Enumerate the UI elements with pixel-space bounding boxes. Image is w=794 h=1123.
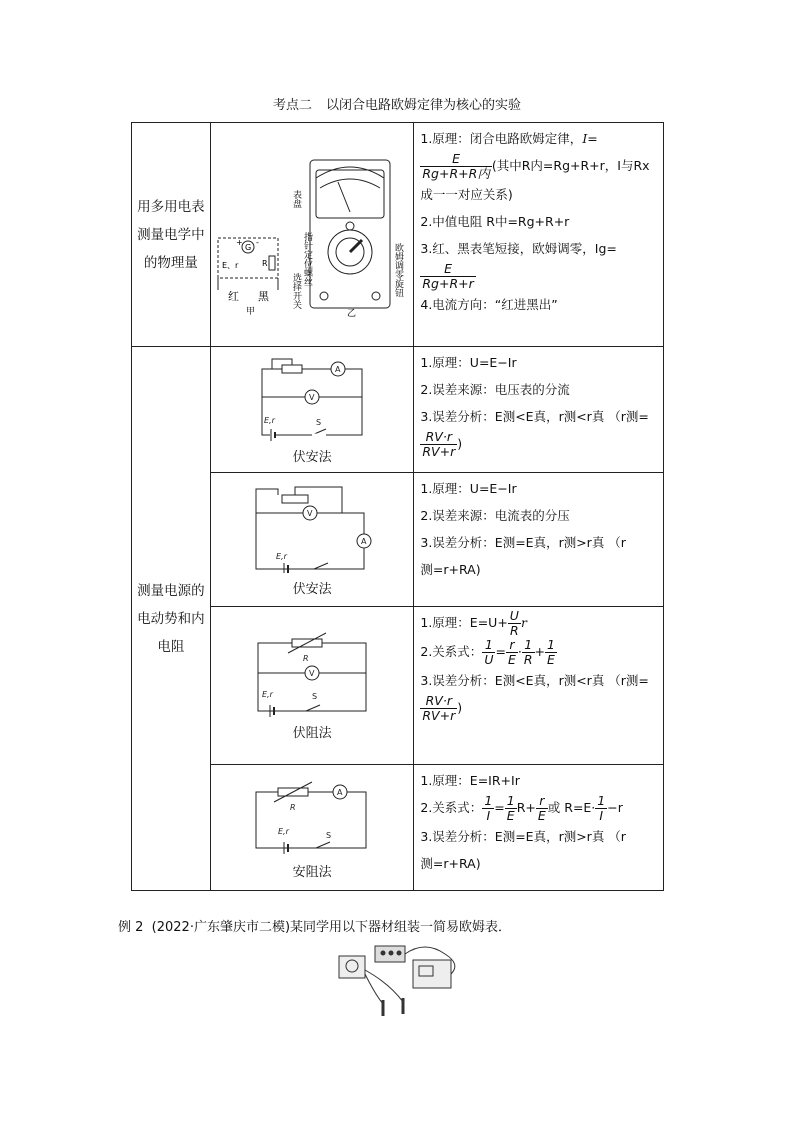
voltmeter-label: V <box>309 668 315 678</box>
red-probe-label: 红 <box>228 290 240 303</box>
fraction <box>522 638 535 667</box>
multimeter-body <box>310 160 390 308</box>
source-label: E,r <box>276 551 287 561</box>
ammeter-label: A <box>337 787 343 797</box>
example-label: 例 2 <box>118 920 144 935</box>
fraction-denominator: RV+r <box>422 444 456 459</box>
fraction-numerator: E <box>420 262 475 277</box>
experiment-table <box>131 122 664 891</box>
principle-text: 1.原理：闭合电路欧姆定律， <box>420 131 583 146</box>
heading-title: 以闭合电路欧姆定律为核心的实验 <box>326 98 522 113</box>
table-row <box>132 123 664 347</box>
fraction <box>505 794 517 823</box>
category-cell <box>132 123 211 347</box>
table-row <box>132 607 664 765</box>
fraction-denominator: E <box>506 808 515 823</box>
error-analysis-text: 测=r+RA) <box>420 562 481 577</box>
switch-label: S <box>326 830 332 840</box>
error-source-text: 2.误差来源：电压表的分流 <box>420 382 570 397</box>
current-direction-text: 4.电流方向：“红进黑出” <box>420 297 558 312</box>
fraction <box>482 638 495 667</box>
category-line: 的物理量 <box>143 254 198 271</box>
principle-text: 1.原理：E=IR+Ir <box>420 773 520 788</box>
fraction-denominator: R <box>523 652 533 667</box>
multimeter-figure-cell <box>210 123 414 347</box>
pointer-screw-label: 指针定位螺丝 <box>302 232 313 286</box>
principle-cell <box>414 123 664 347</box>
internal-resistance-formula <box>420 694 457 723</box>
principle-cell: 1.原理：E=U+ $\frac{U}{R}$ r 2.关系式： $\frac{1}{U}$ = $\frac{r}{E}$ · $\frac{1}{R}$ + $\frac{1}{E}$ 3.误差分析：E测<E真，r测<r真 （r测= $\frac{RV\cdot r}{RV+r}$ ) <box>414 607 664 765</box>
fraction-denominator: I <box>599 808 604 823</box>
note-text: (其中 <box>491 158 522 173</box>
fraction-numerator: 1 <box>506 793 515 808</box>
circuit-cell <box>210 473 414 607</box>
fraction <box>506 638 518 667</box>
ig-formula <box>420 262 475 291</box>
circuit-diagram <box>242 776 382 856</box>
source-label: E、r <box>222 261 239 270</box>
circuit-diagram <box>242 355 382 441</box>
multimeter-label-lines <box>291 189 404 318</box>
fraction-denominator: I <box>486 808 491 823</box>
rheostat-label: R <box>290 802 296 812</box>
fraction-numerator: r <box>506 638 518 653</box>
current-symbol: I <box>582 131 588 146</box>
source-label: E,r <box>278 826 289 836</box>
error-analysis-text: 3.误差分析：E测=E真，r测>r真 （r <box>420 829 626 844</box>
fraction-denominator: E <box>507 652 516 667</box>
fraction-denominator: R <box>510 623 519 638</box>
r-symbol: r <box>520 615 527 630</box>
circuit-diagram <box>242 483 382 573</box>
voltmeter-label: V <box>309 392 315 402</box>
fraction-denominator: RV+r <box>422 708 456 723</box>
ammeter-label: A <box>335 364 341 374</box>
fraction-numerator: r <box>536 794 548 809</box>
equals-sign: = <box>587 131 598 146</box>
current-formula <box>420 152 491 181</box>
fraction-numerator: 1 <box>482 638 495 653</box>
fraction-denominator: U <box>484 652 494 667</box>
category-cell <box>132 347 211 891</box>
equipment-illustration <box>335 944 465 1019</box>
rheostat-label: R <box>303 653 309 663</box>
category-line: 用多用电表 <box>137 198 205 215</box>
fraction <box>595 794 607 823</box>
fraction-numerator: 1 <box>597 793 606 808</box>
error-analysis-text: 测=r+RA) <box>420 856 481 871</box>
fraction <box>482 794 494 823</box>
u-over-r <box>508 609 521 638</box>
paren-close: ) <box>457 700 463 715</box>
voltmeter-label: V <box>307 508 313 518</box>
method-caption: 安阻法 <box>292 864 332 880</box>
fraction-numerator: 1 <box>484 793 493 808</box>
switch-label: S <box>316 417 322 427</box>
table-row <box>132 765 664 891</box>
circuit-cell <box>210 765 414 891</box>
principle-cell <box>414 347 664 473</box>
example-text: (2022·广东肇庆市二模)某同学用以下器材组装一简易欧姆表． <box>151 920 512 935</box>
relation-text: R+ <box>516 800 536 815</box>
relation-text: 2.关系式： <box>420 800 483 815</box>
relation-text: 成一一对应关系) <box>420 187 513 202</box>
fig-jia-label: 甲 <box>246 307 256 317</box>
fraction <box>545 638 557 667</box>
principle-cell <box>414 473 664 607</box>
category-line: 测量电学中 <box>137 226 205 243</box>
table-row <box>132 473 664 607</box>
circuit-cell <box>210 607 414 765</box>
median-resistance-text: 2.中值电阻 R中=Rg+R+r <box>420 214 570 229</box>
note-text: R内=Rg+R+r，I与Rx <box>521 158 650 173</box>
resistor-label: R <box>262 259 268 268</box>
principle-cell: 1.原理：E=IR+Ir 2.关系式： $\frac{1}{I}$ = $\frac{1}{E}$ R+ $\frac{r}{E}$ 或 R=E· $\frac{1}{I}$ −r 3.误差分析：E测=E真，r测>r真 （r 测=r+RA) <box>414 765 664 891</box>
category-line: 电动势和内 <box>137 610 205 627</box>
section-heading <box>0 94 794 113</box>
dial-label: 表盘 <box>291 190 302 208</box>
fraction-denominator: E <box>537 808 546 823</box>
method-caption: 伏安法 <box>292 581 332 597</box>
principle-text: 1.原理：U=E−Ir <box>420 481 517 496</box>
ohm-zero-knob-label: 欧姆调零旋钮 <box>393 243 404 297</box>
heading-index: 考点二 <box>272 98 312 113</box>
selector-switch-label: 选择开关 <box>291 273 302 309</box>
fraction-numerator: E <box>420 152 491 167</box>
fig-yi-label: 乙 <box>347 309 357 318</box>
galvanometer-label: G <box>245 243 252 252</box>
fraction-numerator: 1 <box>522 638 535 653</box>
error-source-text: 2.误差来源：电流表的分压 <box>420 508 570 523</box>
fraction <box>536 794 548 823</box>
fraction-numerator: U <box>509 608 519 623</box>
fraction-denominator: Rg+R+R内 <box>422 166 490 181</box>
error-analysis-text: 3.误差分析：E测=E真，r测>r真 （r <box>420 535 626 550</box>
fraction-denominator: E <box>547 652 555 667</box>
zero-adjust-text: 3.红、黑表笔短接，欧姆调零，Ig= <box>420 241 617 256</box>
principle-text: 1.原理：E=U+ <box>420 615 508 630</box>
multimeter-diagram <box>212 148 412 318</box>
ammeter-label: A <box>361 536 367 546</box>
method-caption: 伏阻法 <box>292 725 332 741</box>
fraction-numerator: RV·r <box>420 694 457 709</box>
relation-text: 或 R=E· <box>547 800 596 815</box>
category-line: 测量电源的 <box>137 582 205 599</box>
relation-text: −r <box>607 800 623 815</box>
category-line: 电阻 <box>157 638 185 655</box>
relation-text: 2.关系式： <box>420 644 483 659</box>
example-question <box>118 916 511 935</box>
error-analysis-text: 3.误差分析：E测<E真，r测<r真 （r测= <box>420 409 649 424</box>
source-label: E,r <box>262 689 273 699</box>
switch-label: S <box>312 691 318 701</box>
principle-text: 1.原理：U=E−Ir <box>420 355 517 370</box>
black-probe-label: 黑 <box>258 290 270 303</box>
internal-resistance-formula <box>420 430 457 459</box>
error-analysis-text: 3.误差分析：E测<E真，r测<r真 （r测= <box>420 673 649 688</box>
table-row <box>132 347 664 473</box>
fraction-numerator: RV·r <box>420 430 457 445</box>
plus-label: + <box>236 238 243 247</box>
source-label: E,r <box>264 415 275 425</box>
fraction-numerator: 1 <box>547 637 555 652</box>
circuit-cell <box>210 347 414 473</box>
method-caption: 伏安法 <box>292 449 332 465</box>
paren-close: ) <box>457 436 463 451</box>
circuit-diagram <box>242 631 382 717</box>
fraction-denominator: Rg+R+r <box>422 276 474 291</box>
minus-label: - <box>256 238 259 247</box>
